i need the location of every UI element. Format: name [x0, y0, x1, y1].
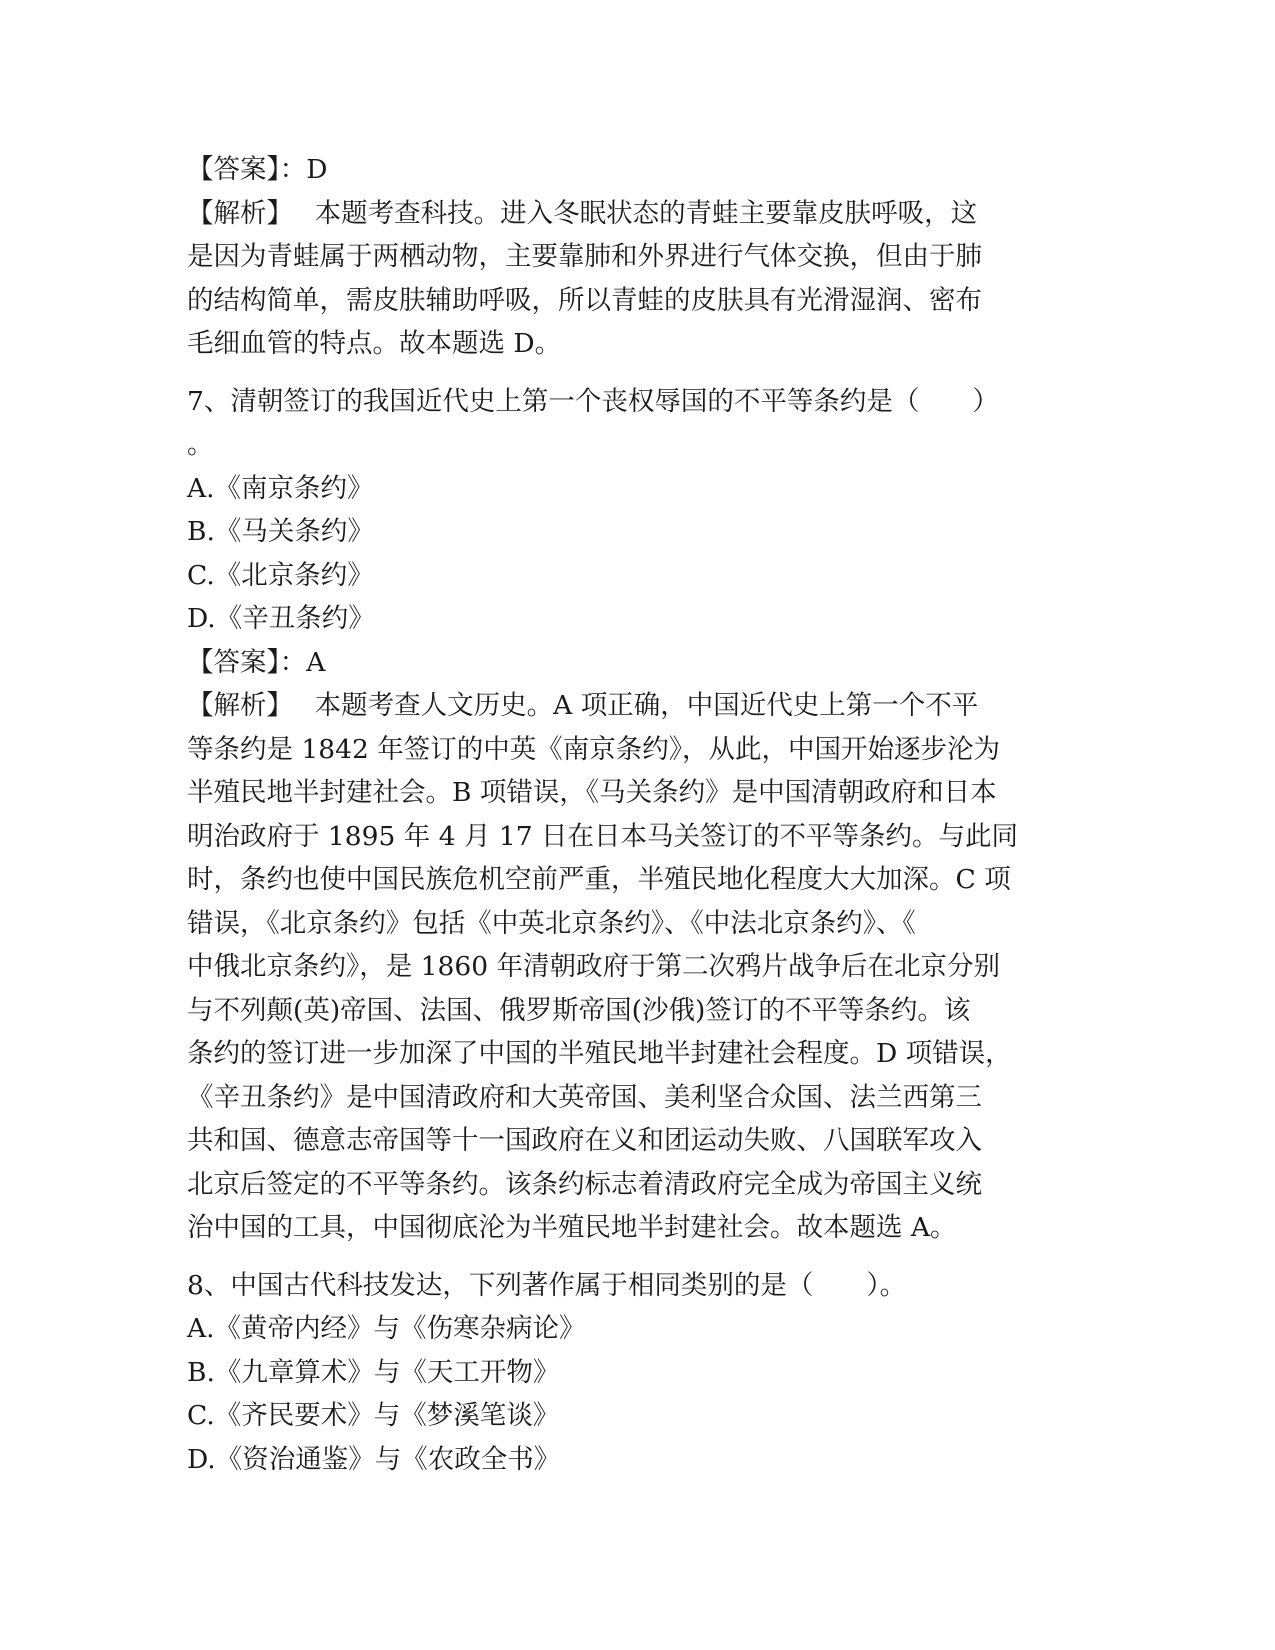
q7-analysis-line: 明治政府于 1895 年 4 月 17 日在日本马关签订的不平等条约。与此同 [187, 820, 1019, 852]
q7-analysis-line: 错误，《北京条约》包括《中英北京条约》、《中法北京条约》、《 [187, 907, 916, 939]
q6-analysis-line: 是因为青蛙属于两栖动物，主要靠肺和外界进行气体交换，但由于肺 [187, 241, 982, 272]
q8-question-line: 8、中国古代科技发达，下列著作属于相同类别的是（ ）。 [187, 1269, 907, 1301]
q7-analysis-line: 北京后签定的不平等条约。该条约标志着清政府完全成为帝国主义统 [187, 1168, 982, 1200]
q7-answer-line: 【答案】：A [187, 646, 326, 678]
document-page [187, 148, 1087, 1481]
q7-option-b: B.《马关条约》 [187, 516, 374, 547]
q7-analysis-line: 共和国、德意志帝国等十一国政府在义和团运动失败、八国联军攻入 [187, 1125, 982, 1156]
q8-option-a: A.《黄帝内经》与《伤寒杂病论》 [187, 1313, 586, 1344]
q6-answer-block [187, 148, 1087, 366]
q7-option-a: A.《南京条约》 [187, 472, 374, 504]
q7-analysis-line: 中俄北京条约》，是 1860 年清朝政府于第二次鸦片战争后在北京分别 [187, 951, 1001, 982]
q7-question-line: 7、清朝签订的我国近代史上第一个丧权辱国的不平等条约是（ ） [187, 385, 999, 417]
q7-block [187, 380, 1087, 1250]
q6-analysis-line: 毛细血管的特点。故本题选 D。 [187, 328, 562, 359]
q7-option-d: D.《辛丑条约》 [187, 603, 375, 634]
q7-question-line: 。 [187, 429, 214, 460]
spacer [187, 366, 1087, 380]
q7-analysis-line: 半殖民地半封建社会。B 项错误，《马关条约》是中国清朝政府和日本 [187, 777, 997, 808]
q8-option-d: D.《资治通鉴》与《农政全书》 [187, 1443, 561, 1475]
q7-analysis-line: 与不列颠(英)帝国、法国、俄罗斯帝国(沙俄)签订的不平等条约。该 [187, 994, 971, 1026]
spacer [187, 1250, 1087, 1264]
q7-option-c: C.《北京条约》 [187, 559, 374, 591]
q7-analysis-line: 【解析】 本题考查人文历史。A 项正确，中国近代史上第一个不平 [187, 690, 979, 721]
q6-analysis-line: 【解析】 本题考查科技。进入冬眠状态的青蛙主要靠皮肤呼吸，这 [187, 197, 978, 229]
q8-option-b: B.《九章算术》与《天工开物》 [187, 1356, 560, 1388]
q7-analysis-line: 《辛丑条约》是中国清政府和大英帝国、美利坚合众国、法兰西第三 [187, 1081, 982, 1113]
q8-block [187, 1264, 1087, 1482]
q7-analysis-line: 治中国的工具，中国彻底沦为半殖民地半封建社会。故本题选 A。 [187, 1212, 957, 1243]
q7-analysis-line: 时，条约也使中国民族危机空前严重，半殖民地化程度大大加深。C 项 [187, 864, 1011, 895]
q6-answer-line: 【答案】：D [187, 154, 328, 185]
q7-analysis-line: 等条约是 1842 年签订的中英《南京条约》，从此，中国开始逐步沦为 [187, 733, 1001, 765]
q8-option-c: C.《齐民要术》与《梦溪笔谈》 [187, 1400, 560, 1431]
q7-analysis-line: 条约的签订进一步加深了中国的半殖民地半封建社会程度。D 项错误， [187, 1038, 1012, 1069]
q6-analysis-line: 的结构简单，需皮肤辅助呼吸，所以青蛙的皮肤具有光滑湿润、密布 [187, 284, 982, 316]
